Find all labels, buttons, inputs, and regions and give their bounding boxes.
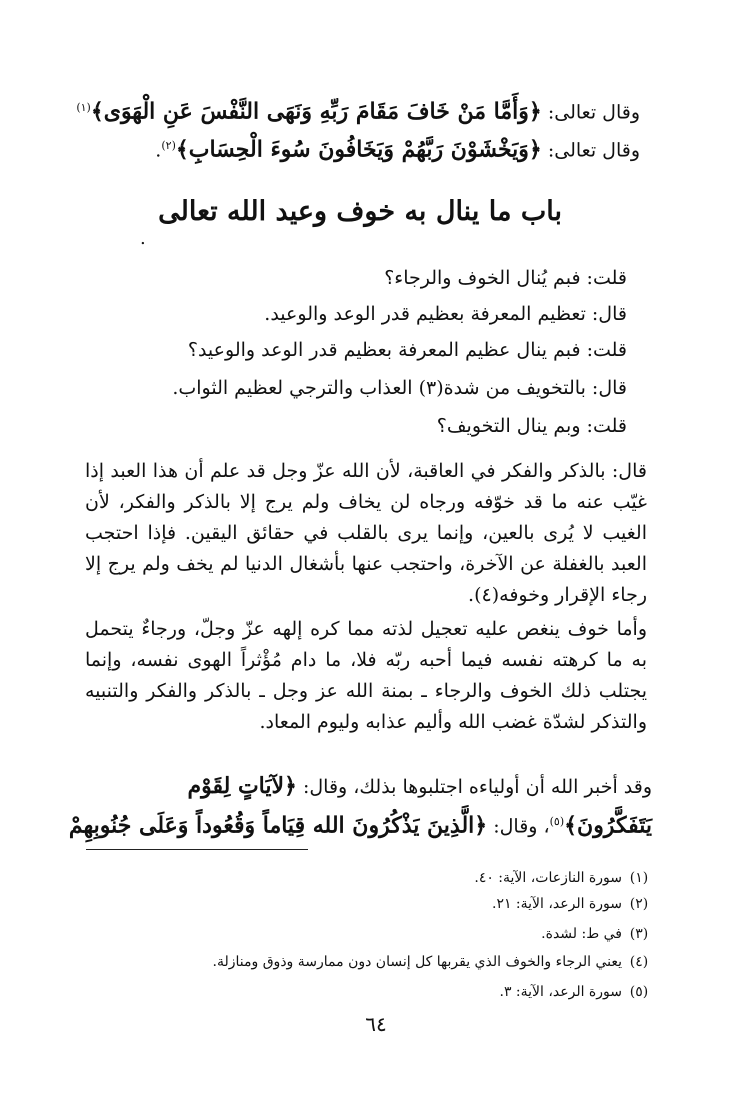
- qa-line: قال: تعظيم المعرفة بعظيم قدر الوعد والوعيد.: [264, 303, 627, 325]
- closing-line-2: [68, 806, 652, 842]
- footnote: [86, 922, 656, 946]
- qa-line: قلت: فبم ينال عظيم المعرفة بعظيم قدر الوعد والوعيد؟: [187, 339, 627, 361]
- footnote-text: سورة الرعد، الآية: ٢١.: [491, 896, 622, 912]
- footnote-text: يعني الرجاء والخوف الذي يقربها كل إنسان دون ممارسة وذوق ومنازلة.: [212, 954, 622, 970]
- page-number: ٦٤: [365, 1012, 387, 1036]
- footnote-number: (٤): [629, 954, 649, 970]
- closing-line-1: [86, 770, 652, 803]
- quran-verse: يَتَفَكَّرُونَ﴾: [564, 812, 652, 839]
- closing-text: وقد أخبر الله أن أولياءه اجتلبوها بذلك، وقال:: [296, 776, 652, 798]
- footnote-text: في ط: لشدة.: [541, 926, 622, 942]
- verse-suffix: .: [155, 139, 162, 162]
- margin-dot: .: [140, 228, 146, 249]
- footnote: [86, 980, 656, 1004]
- footnote-number: (١): [629, 870, 649, 886]
- verse-prefix: وقال تعالى:: [541, 101, 640, 124]
- footnote: [86, 950, 656, 974]
- footnote: [86, 866, 656, 890]
- body-paragraph: وأما خوف ينغص عليه تعجيل لذته مما كره إلهه عزّ وجلّ، ورجاءٌ يتحمل به ما كرهته نفسه فيما أحبه ربّه فلا، ما دام مُؤْثراً الهوى نفسه، وإنما يجتلب ذلك الخوف والرجاء ـ بمنة الله عز وجل ـ بالذكر والفكر والتنبيه والتذكر لشدّة غضب الله وأليم عذابه وليوم المعاد.: [85, 618, 647, 733]
- quran-verse: ﴿لآيَاتٍ لِقَوْم: [187, 773, 297, 799]
- footnote-number: (٥): [629, 984, 649, 1000]
- closing-text: ، وقال:: [487, 815, 550, 838]
- footnote-separator: [86, 849, 308, 850]
- footnote-ref: (٢): [161, 139, 176, 152]
- footnote-ref: (١): [76, 101, 91, 114]
- qa-line: قلت: فبم يُنال الخوف والرجاء؟: [384, 267, 627, 289]
- footnote-text: سورة النازعات، الآية: ٤٠.: [474, 870, 622, 886]
- chapter-heading: باب ما ينال به خوف وعيد الله تعالى: [158, 196, 562, 227]
- verse-line-2: [86, 130, 640, 166]
- footnote-number: (٣): [629, 926, 649, 942]
- quran-verse: ﴿وَأَمَّا مَنْ خَافَ مَقَامَ رَبِّهِ وَنَهَى النَّفْسَ عَنِ الْهَوَى﴾: [90, 98, 542, 125]
- body-paragraph: قال: بالذكر والفكر في العاقبة، لأن الله عزّ وجل قد علم أن هذا العبد إذا غيّب عنه ما قد خوّفه ورجاه لن يخاف ولم يرج إلا بالذكر والفكر، لأن الغيب لا يُرى بالعين، وإنما يرى بالقلب في حقائق اليقين. فإذا احتجب العبد بالغفلة عن الآخرة، واحتجب عنها بأشغال الدنيا لم يخف ولم يرج إلا رجاء الإقرار وخوفه(٤).: [85, 460, 647, 606]
- quran-verse: ﴿الَّذِينَ يَذْكُرُونَ الله قِيَاماً وَقُعُوداً وَعَلَى جُنُوبِهِمْ: [68, 812, 488, 839]
- footnote-ref: (٥): [549, 815, 565, 828]
- verse-prefix: وقال تعالى:: [541, 139, 640, 162]
- qa-line: قال: بالتخويف من شدة(٣) العذاب والترجي لعظيم الثواب.: [172, 377, 627, 399]
- footnote: [86, 892, 656, 916]
- qa-line: قلت: وبم ينال التخويف؟: [436, 415, 627, 437]
- verse-line-1: [76, 92, 640, 128]
- footnote-number: (٢): [629, 896, 649, 912]
- footnote-text: سورة الرعد، الآية: ٣.: [499, 984, 622, 1000]
- quran-verse: ﴿وَيَخْشَوْنَ رَبَّهُمْ وَيَخَافُونَ سُوءَ الْحِسَابِ﴾: [175, 136, 542, 163]
